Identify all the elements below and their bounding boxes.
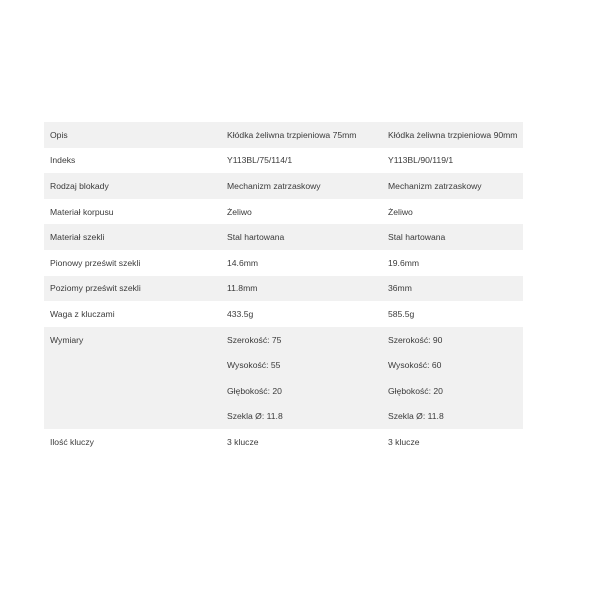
cell-75mm: Mechanizm zatrzaskowy: [221, 173, 382, 199]
spec-table: [44, 122, 523, 455]
table-row: [44, 276, 523, 302]
cell-90mm: Stal hartowana: [382, 224, 523, 250]
table-row: [44, 199, 523, 225]
table-row: [44, 250, 523, 276]
cell-75mm: 11.8mm: [221, 276, 382, 302]
row-label: Opis: [44, 122, 221, 148]
row-label: Poziomy prześwit szekli: [44, 276, 221, 302]
cell-75mm: Głębokość: 20: [221, 378, 382, 404]
row-label-empty: [44, 378, 221, 404]
row-label: Rodzaj blokady: [44, 173, 221, 199]
cell-90mm: Żeliwo: [382, 199, 523, 225]
cell-90mm: 36mm: [382, 276, 523, 302]
cell-90mm: Wysokość: 60: [382, 352, 523, 378]
cell-75mm: Kłódka żeliwna trzpieniowa 75mm: [221, 122, 382, 148]
row-label-empty: [44, 404, 221, 430]
row-label: Waga z kluczami: [44, 301, 221, 327]
cell-90mm: 585.5g: [382, 301, 523, 327]
cell-90mm: Szerokość: 90: [382, 327, 523, 353]
cell-75mm: Y113BL/75/114/1: [221, 148, 382, 174]
row-label: Pionowy prześwit szekli: [44, 250, 221, 276]
cell-75mm: Szerokość: 75: [221, 327, 382, 353]
row-label-empty: [44, 352, 221, 378]
cell-90mm: 3 klucze: [382, 429, 523, 455]
row-label: Wymiary: [44, 327, 221, 353]
cell-90mm: 19.6mm: [382, 250, 523, 276]
table-row-dimensions: [44, 404, 523, 430]
table-row-dimensions: [44, 327, 523, 353]
table-row-dimensions: [44, 378, 523, 404]
row-label: Ilość kluczy: [44, 429, 221, 455]
cell-90mm: Mechanizm zatrzaskowy: [382, 173, 523, 199]
table-row-dimensions: [44, 352, 523, 378]
table-row: [44, 148, 523, 174]
table-row: [44, 173, 523, 199]
cell-90mm: Y113BL/90/119/1: [382, 148, 523, 174]
row-label: Materiał szekli: [44, 224, 221, 250]
row-label: Indeks: [44, 148, 221, 174]
cell-90mm: Kłódka żeliwna trzpieniowa 90mm: [382, 122, 523, 148]
table-row: [44, 122, 523, 148]
row-label: Materiał korpusu: [44, 199, 221, 225]
cell-75mm: 14.6mm: [221, 250, 382, 276]
cell-75mm: Wysokość: 55: [221, 352, 382, 378]
cell-75mm: 433.5g: [221, 301, 382, 327]
cell-75mm: 3 klucze: [221, 429, 382, 455]
cell-75mm: Żeliwo: [221, 199, 382, 225]
cell-75mm: Stal hartowana: [221, 224, 382, 250]
table-row: [44, 429, 523, 455]
table-row: [44, 224, 523, 250]
table-row: [44, 301, 523, 327]
cell-90mm: Szekla Ø: 11.8: [382, 404, 523, 430]
cell-90mm: Głębokość: 20: [382, 378, 523, 404]
cell-75mm: Szekla Ø: 11.8: [221, 404, 382, 430]
